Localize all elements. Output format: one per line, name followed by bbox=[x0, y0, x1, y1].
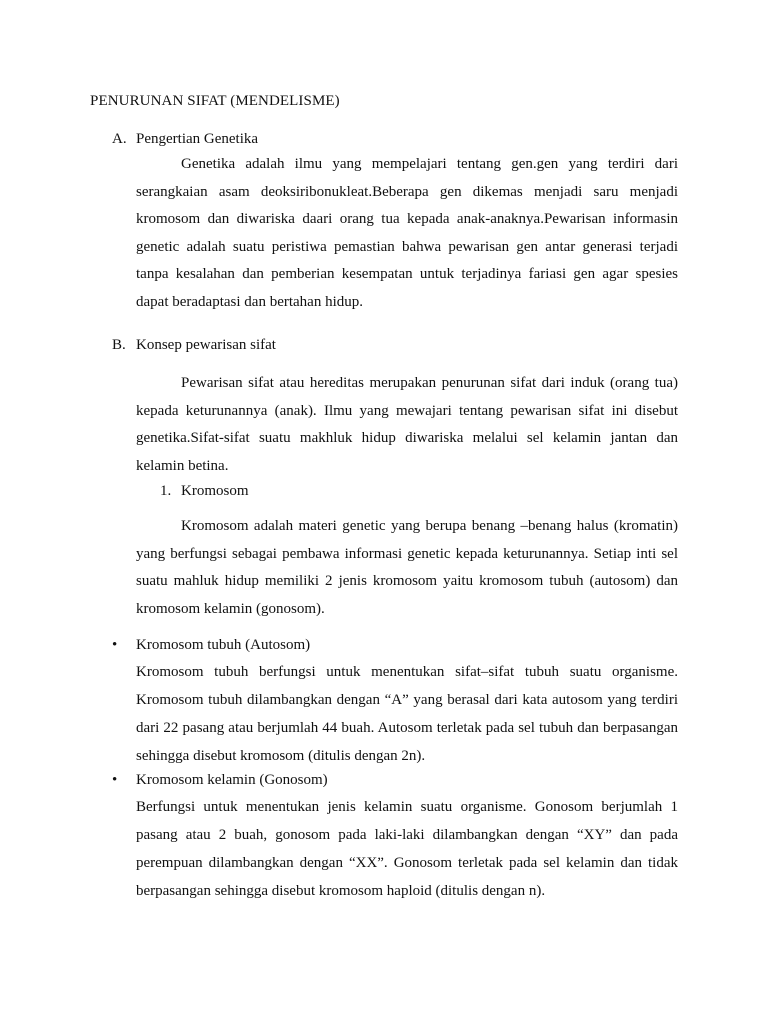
bullet-gonosom-title: Kromosom kelamin (Gonosom) bbox=[136, 772, 328, 788]
section-b-heading bbox=[112, 337, 276, 354]
item-1-title: Kromosom bbox=[181, 483, 249, 499]
bullet-autosom-text: Kromosom tubuh berfungsi untuk menentukan sifat–sifat tubuh suatu organisme. Kromosom tubuh dilambangkan dengan “A” yang berasal dari kata autosom yang terdiri dari 22 pasang atau berjumlah 44 buah. Autosom terletak pada sel tubuh dan berpasangan sehingga disebut kromosom (ditulis dengan 2n). bbox=[136, 664, 678, 764]
bullet-marker: • bbox=[112, 772, 118, 788]
bullet-gonosom-text: Berfungsi untuk menentukan jenis kelamin suatu organisme. Gonosom berjumlah 1 pasang atau 2 buah, gonosom pada laki-laki dilambangkan dengan “XY” dan pada perempuan dilambangkan dengan “XX”. Gonosom terletak pada sel kelamin dan tidak berpasangan sehingga disebut kromosom haploid (ditulis dengan n). bbox=[136, 799, 678, 899]
section-a-title: Pengertian Genetika bbox=[136, 131, 259, 147]
section-a-heading bbox=[112, 131, 258, 148]
page-title: PENURUNAN SIFAT (MENDELISME) bbox=[90, 93, 340, 109]
item-1-paragraph: Kromosom adalah materi genetic yang berupa benang –benang halus (kromatin) yang berfungsi sebagai pembawa informasi genetic kepada keturunannya. Setiap inti sel suatu mahluk hidup memiliki 2 jenis kromosom yaitu kromosom tubuh (autosom) dan kromosom kelamin (gonosom). bbox=[136, 518, 678, 617]
section-b-label: B. bbox=[112, 337, 126, 353]
section-b-paragraph: Pewarisan sifat atau hereditas merupakan penurunan sifat dari induk (orang tua) kepada keturunannya (anak). Ilmu yang mewajari tentang pewarisan sifat ini disebut genetika.Sifat-sifat suatu makhluk hidup diwariska melalui sel kelamin jantan dan kelamin betina. bbox=[136, 375, 678, 474]
section-b-title: Konsep pewarisan sifat bbox=[136, 337, 276, 353]
item-1-label: 1. bbox=[160, 483, 172, 499]
section-a-paragraph: Genetika adalah ilmu yang mempelajari tentang gen.gen yang terdiri dari serangkaian asam deoksiribonukleat.Beberapa gen dikemas menjadi saru menjadi kromosom dan diwariska daari orang tua kepada anak-anaknya.Pewarisan informasin genetic adalah suatu peristiwa pemastian bahwa pewarisan gen antar generasi terjadi tanpa kesalahan dan pemberian kesempatan untuk terjadinya fariasi gen agar spesies dapat beradaptasi dan bertahan hidup. bbox=[136, 156, 678, 310]
bullet-autosom-title: Kromosom tubuh (Autosom) bbox=[136, 637, 311, 653]
item-1-heading bbox=[160, 483, 249, 500]
bullet-marker: • bbox=[112, 637, 118, 653]
section-a-label: A. bbox=[112, 131, 127, 147]
